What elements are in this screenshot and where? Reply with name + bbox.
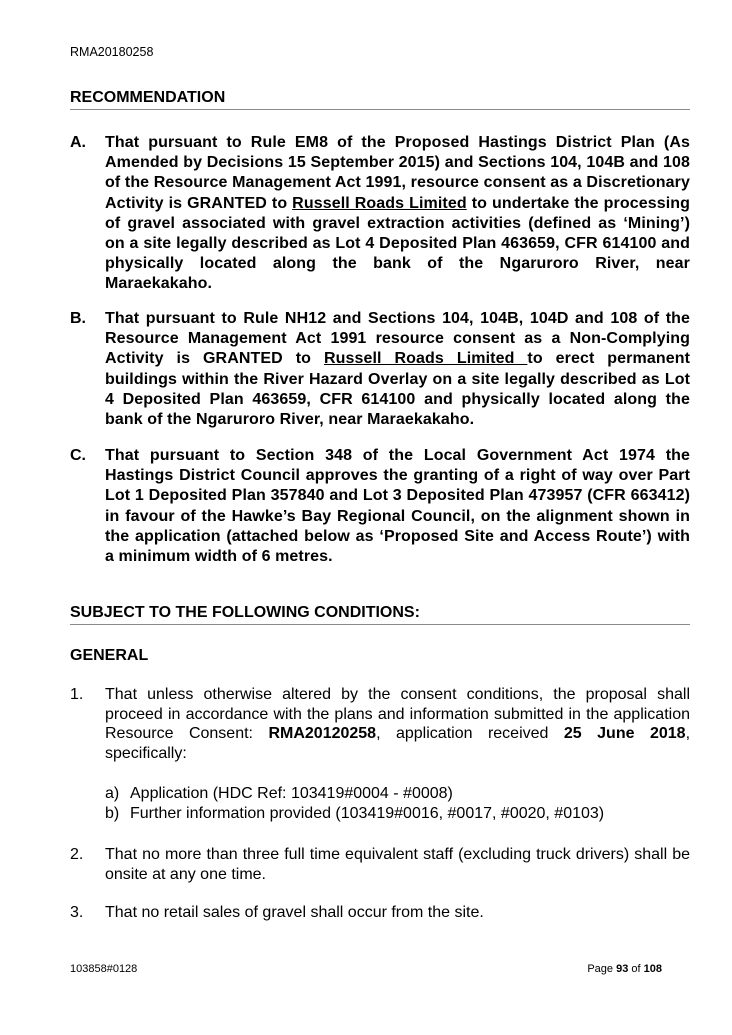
document-reference: RMA20180258 bbox=[70, 45, 154, 59]
sub-list-item bbox=[105, 784, 690, 804]
recommendation-text-part: to undertake the processing of gravel associated with gravel extraction activities (defined as ‘Mining’) on a site legally described as Lot 4 Deposited Plan 463659, CFR 614100 and physically located along the bank of the Ngaruroro River, near Maraekakaho. bbox=[105, 194, 690, 293]
recommendation-text-part: That pursuant to Rule NH12 and Sections 104, 104B, 104D and 108 of the Resource Management Act 1991 resource consent as a Non-Complying Activity is GRANTED to bbox=[105, 310, 690, 368]
footer-page-number bbox=[587, 963, 662, 975]
consent-reference: RMA20120258 bbox=[268, 725, 377, 743]
of-label: of bbox=[628, 963, 644, 975]
condition-item bbox=[70, 845, 690, 884]
current-page: 93 bbox=[616, 963, 629, 975]
sub-item-letter: a) bbox=[105, 785, 120, 802]
recommendation-item bbox=[70, 309, 690, 430]
recommendation-text-part: to erect permanent buildings within the River Hazard Overlay on a site legally described as Lot 4 Deposited Plan 463659, CFR 614100 and physically located along the bank of the Ngaruroro River, near Maraekakaho. bbox=[105, 350, 691, 429]
general-heading: GENERAL bbox=[70, 647, 149, 664]
condition-text-part: , application received bbox=[376, 725, 564, 743]
condition-number: 2. bbox=[70, 846, 84, 863]
total-pages: 108 bbox=[643, 963, 662, 975]
condition-text-part: , specifically: bbox=[105, 725, 691, 762]
recommendation-letter: A. bbox=[70, 134, 86, 151]
sub-item-text: Further information provided (103419#0016, #0017, #0020, #0103) bbox=[130, 804, 605, 822]
condition-item bbox=[70, 903, 690, 923]
recommendation-item bbox=[70, 446, 690, 567]
condition-item bbox=[70, 685, 690, 763]
conditions-heading: SUBJECT TO THE FOLLOWING CONDITIONS: bbox=[70, 604, 690, 625]
condition-number: 1. bbox=[70, 686, 84, 703]
received-date: 25 June 2018 bbox=[563, 725, 686, 743]
condition-text bbox=[105, 685, 690, 763]
recommendation-item bbox=[70, 133, 690, 295]
recommendation-text: That pursuant to Section 348 of the Local Government Act 1974 the Hastings District Council approves the granting of a right of way over Part Lot 1 Deposited Plan 357840 and Lot 3 Deposited Plan 473957 (CFR 663412) in favour of the Hawke’s Bay Regional Council, on the alignment shown in the application (attached below as ‘Proposed Site and Access Route’) with a minimum width of 6 metres. bbox=[105, 447, 690, 566]
condition-sub-list bbox=[105, 784, 690, 823]
grantee-name: Russell Roads Limited bbox=[292, 194, 467, 212]
condition-number: 3. bbox=[70, 904, 84, 921]
grantee-name: Russell Roads Limited bbox=[323, 350, 528, 368]
condition-text: That no retail sales of gravel shall occur from the site. bbox=[105, 904, 484, 921]
sub-item-text: Application (HDC Ref: 103419#0004 - #0008) bbox=[130, 785, 453, 802]
recommendation-text bbox=[105, 133, 690, 295]
recommendation-text bbox=[105, 309, 690, 430]
recommendation-letter: C. bbox=[70, 447, 86, 464]
condition-text-part: That unless otherwise altered by the consent conditions, the proposal shall proceed in accordance with the plans and information submitted in the application Resource Consent: bbox=[105, 686, 690, 743]
recommendation-letter: B. bbox=[70, 310, 86, 327]
condition-text: That no more than three full time equivalent staff (excluding truck drivers) shall be onsite at any one time. bbox=[105, 846, 690, 883]
page-label: Page bbox=[587, 963, 617, 975]
footer-document-id: 103858#0128 bbox=[70, 963, 138, 975]
recommendation-heading: RECOMMENDATION bbox=[70, 89, 690, 110]
recommendation-text-part: That pursuant to Rule EM8 of the Proposed Hastings District Plan (As Amended by Decisions 15 September 2015) and Sections 104, 104B and 108 of the Resource Management Act 1991, resource consent as a Discretionary Activity is GRANTED to bbox=[105, 134, 690, 212]
sub-item-letter: b) bbox=[105, 804, 120, 822]
sub-list-item bbox=[105, 804, 690, 824]
